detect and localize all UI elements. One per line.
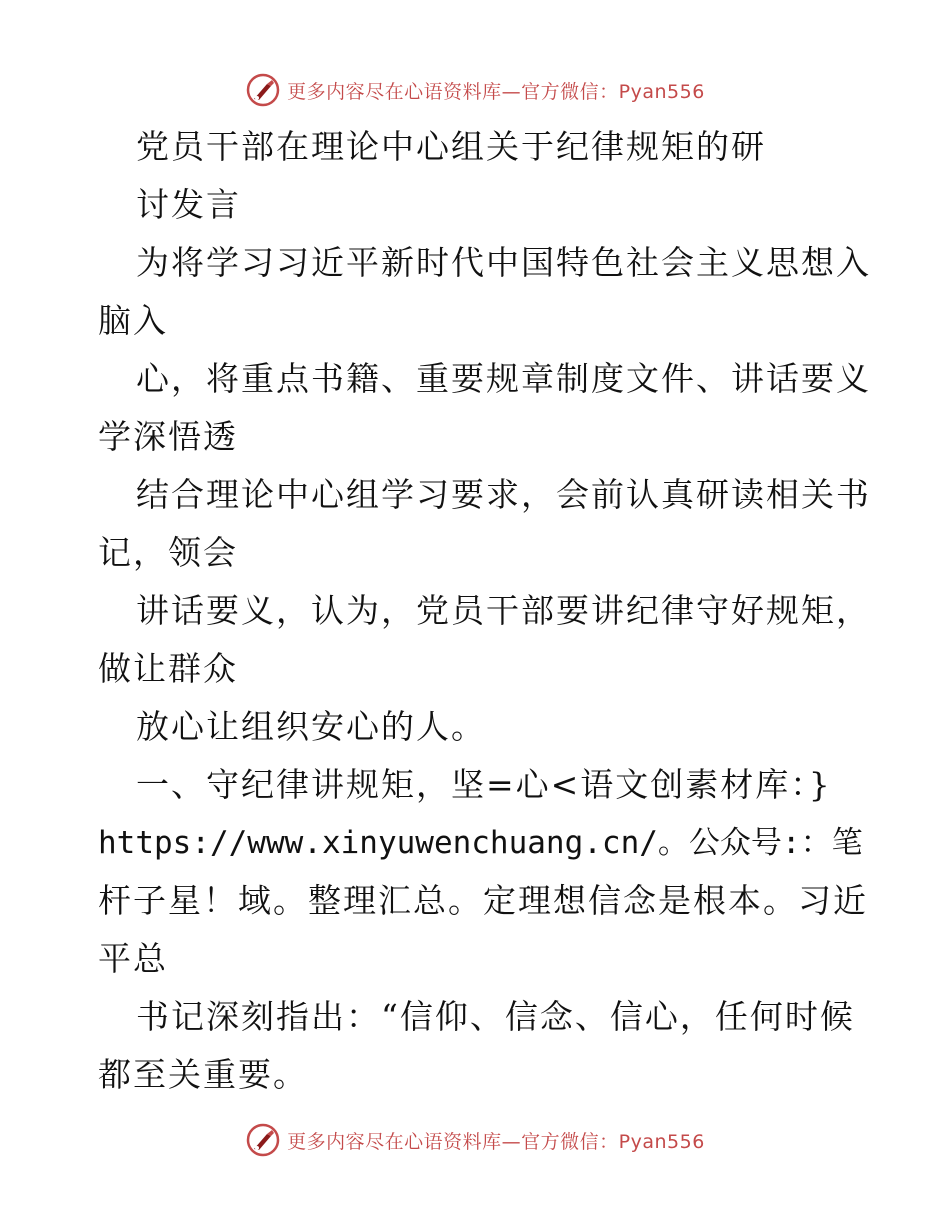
paragraph-line: 放心让组织安心的人。 [136, 707, 486, 746]
paragraph-line: 结合理论中心组学习要求，会前认真研读相关书 [136, 475, 871, 514]
paragraph-line: 书记深刻指出：“信仰、信念、信心，任何时候 [136, 997, 855, 1036]
footer-banner-text: 更多内容尽在心语资料库—官方微信：Pyan556 [287, 1130, 705, 1153]
pen-nib-logo-icon [245, 72, 281, 108]
paragraph-line: 做让群众 [98, 649, 238, 688]
pen-nib-logo-icon [245, 1122, 281, 1158]
paragraph-line: 学深悟透 [98, 417, 238, 456]
footer-banner [0, 1118, 950, 1162]
paragraph-line: 为将学习习近平新时代中国特色社会主义思想入 [136, 243, 871, 282]
header-banner-text: 更多内容尽在心语资料库—官方微信：Pyan556 [287, 80, 705, 103]
section-heading-line: 一、守纪律讲规矩，坚=心<语文创素材库：} [136, 765, 832, 804]
paragraph-line: 都至关重要。 [98, 1055, 308, 1094]
paragraph-line: 讲话要义，认为，党员干部要讲纪律守好规矩， [136, 591, 871, 630]
document-body [98, 118, 871, 1104]
header-banner [0, 68, 950, 112]
paragraph-line: 杆子星！域。整理汇总。定理想信念是根本。习近 [98, 881, 868, 920]
paragraph-line: 心，将重点书籍、重要规章制度文件、讲话要义 [136, 359, 871, 398]
paragraph-line: 记，领会 [98, 533, 238, 572]
title-line-1: 党员干部在理论中心组关于纪律规矩的研 [136, 127, 766, 166]
paragraph-line: 平总 [98, 939, 168, 978]
paragraph-line: 脑入 [98, 301, 168, 340]
url-line: https://www.xinyuwenchuang.cn/。公众号:：笔 [98, 825, 863, 861]
title-line-2: 讨发言 [136, 185, 241, 224]
